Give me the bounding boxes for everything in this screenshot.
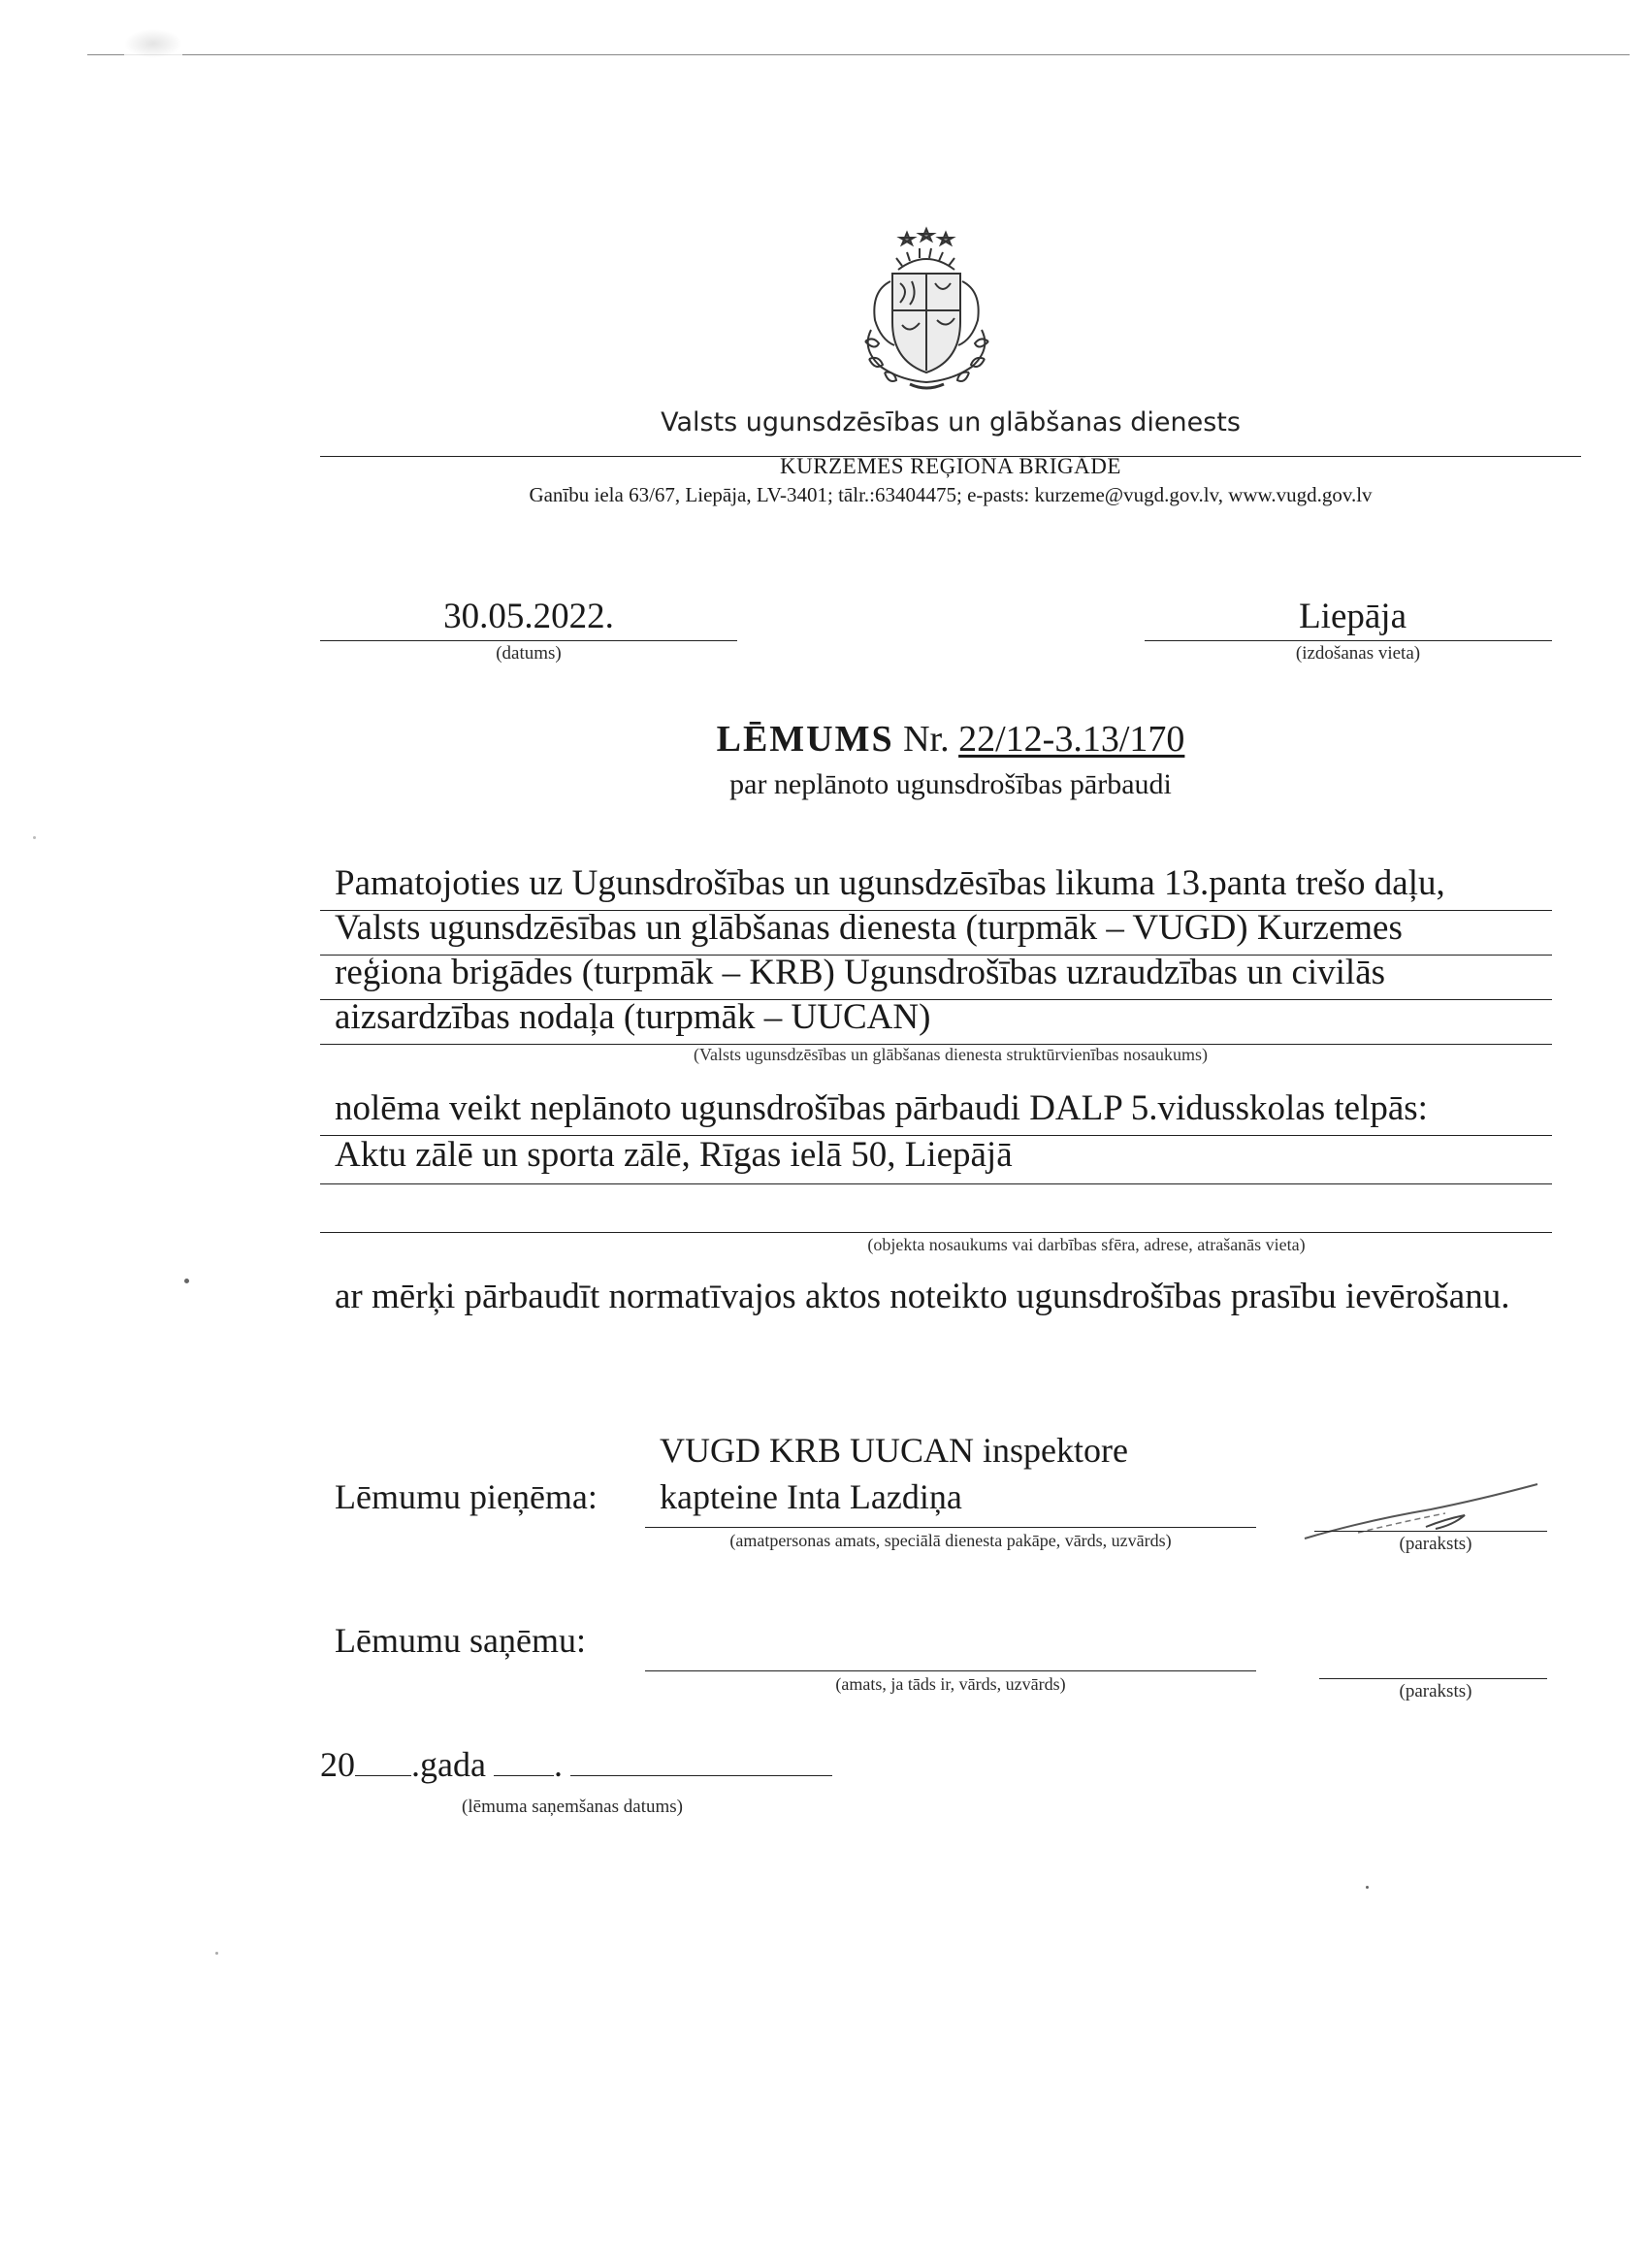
decision-subtitle: par neplānoto ugunsdrošības pārbaudi [729, 768, 1172, 800]
received-label: Lēmumu saņēmu: [335, 1621, 586, 1660]
decision-title [320, 718, 1581, 761]
scan-speck [33, 836, 36, 839]
date-caption: (datums) [496, 643, 562, 664]
basis-line-4: aizsardzības nodaļa (turpmāk – UUCAN) [335, 997, 931, 1037]
coat-of-arms-emblem [852, 223, 1002, 393]
scan-speck [215, 1952, 218, 1955]
date-underline [320, 640, 737, 641]
received-signature-caption: (paraksts) [1399, 1681, 1472, 1701]
adopted-name: kapteine Inta Lazdiņa [660, 1477, 962, 1516]
receipt-year-prefix: 20 [320, 1745, 355, 1784]
received-name-line [645, 1670, 1256, 1671]
title-nr-label: Nr. [903, 719, 950, 760]
decision-date: 30.05.2022. [443, 597, 614, 636]
adopted-underline [645, 1527, 1256, 1528]
decision-number: 22/12-3.13/170 [958, 719, 1185, 760]
receipt-date-caption: (lēmuma saņemšanas datums) [462, 1797, 683, 1817]
scan-edge-line [87, 54, 1630, 55]
scan-speck [1366, 1886, 1369, 1889]
object-line-1: nolēma veikt neplānoto ugunsdrošības pārbaudi DALP 5.vidusskolas telpās: [335, 1088, 1428, 1128]
purpose-text: ar mērķi pārbaudīt normatīvajos aktos noteikto ugunsdrošības prasību ievērošanu. [335, 1277, 1510, 1316]
adopted-position: VUGD KRB UUCAN inspektore [660, 1431, 1128, 1470]
adopted-label: Lēmumu pieņēma: [335, 1477, 598, 1516]
place-caption: (izdošanas vieta) [1295, 643, 1421, 664]
scan-speck [184, 1279, 189, 1283]
adopted-signature-caption: (paraksts) [1399, 1534, 1472, 1554]
basis-line-3: reģiona brigādes (turpmāk – KRB) Ugunsdrošības uzraudzības un civilās [335, 953, 1386, 992]
receipt-gada: .gada [411, 1745, 486, 1784]
object-line-2: Aktu zālē un sporta zālē, Rīgas ielā 50, Liepājā [335, 1135, 1013, 1175]
receipt-dot: . [553, 1745, 563, 1784]
unit-name: KURZEMES REĢIONA BRIGĀDE [780, 454, 1121, 478]
object-rule-3 [320, 1232, 1552, 1233]
issue-place: Liepāja [1299, 597, 1406, 636]
basis-line-2: Valsts ugunsdzēsības un glābšanas dienesta (turpmāk – VUGD) Kurzemes [335, 908, 1403, 948]
object-rule-2 [320, 1183, 1552, 1184]
received-signature-line [1319, 1678, 1547, 1679]
adopted-signature-line [1314, 1531, 1547, 1532]
adopted-caption: (amatpersonas amats, speciālā dienesta pakāpe, vārds, uzvārds) [729, 1531, 1172, 1550]
title-word: LĒMUMS [716, 719, 894, 760]
place-underline [1145, 640, 1552, 641]
basis-caption: (Valsts ugunsdzēsības un glābšanas dienesta struktūrvienības nosaukums) [694, 1045, 1208, 1064]
organization-name: Valsts ugunsdzēsības un glābšanas dienests [661, 407, 1241, 437]
contact-line: Ganību iela 63/67, Liepāja, LV-3401; tālr.:63404475; e-pasts: kurzeme@vugd.gov.lv, www.vugd.gov.lv [529, 483, 1373, 506]
object-caption: (objekta nosaukums vai darbības sfēra, adrese, atrašanās vieta) [867, 1235, 1306, 1254]
received-caption: (amats, ja tāds ir, vārds, uzvārds) [835, 1674, 1066, 1694]
receipt-date-line [320, 1744, 902, 1785]
scan-smudge [124, 29, 182, 58]
basis-line-1: Pamatojoties uz Ugunsdrošības un ugunsdzēsības likuma 13.panta trešo daļu, [335, 863, 1445, 903]
